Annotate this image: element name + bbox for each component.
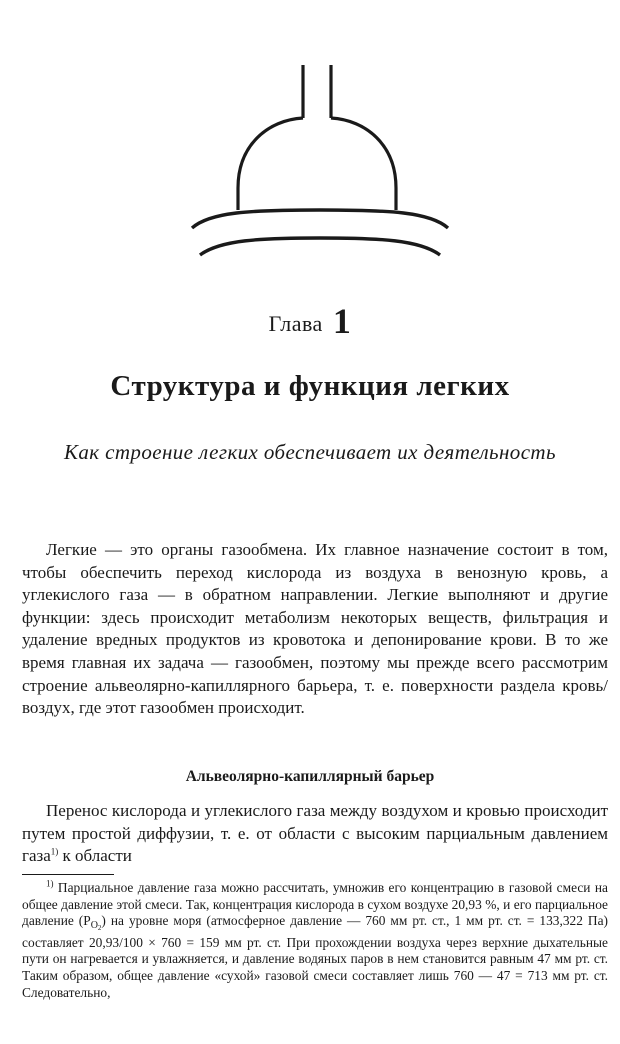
footnote-reference: 1) — [50, 846, 59, 857]
formula-subscript: 2 — [97, 924, 102, 933]
footnote-text-part2: ) на уровне моря (атмосферное давление — 760 мм рт. ст., 1 мм рт. ст. = 133,322 Па) составляет 20,93/100 × 760 = 159 мм рт. ст. При прохождении воздуха через верхние дыхательные пути он нагревается и увлажняется, и давление водяных паров в нем становится равным 47 мм рт. ст. Таким образом, общее давление «сухой» газовой смеси составляет лишь 760 — 47 = 713 мм рт. ст. Следовательно, — [22, 913, 608, 1000]
chapter-label: Глава — [268, 311, 323, 336]
chapter-number: 1 — [332, 301, 352, 341]
page-title: Структура и функция легких — [110, 370, 510, 402]
footnote-marker: 1) — [46, 878, 54, 889]
paragraph-text-end: к области — [62, 846, 132, 866]
section-heading: Альвеолярно-капиллярный барьер — [185, 768, 435, 785]
chapter-emblem-icon — [190, 60, 450, 270]
footnote — [22, 880, 608, 1001]
body-paragraph — [22, 800, 608, 868]
footnote-divider — [22, 874, 114, 875]
formula-symbol: O — [90, 920, 98, 932]
page-subtitle: Как строение легких обеспечивает их деятельность — [64, 440, 556, 464]
chapter-heading — [0, 300, 620, 342]
paragraph-text-start: Перенос кислорода и углекислого газа между воздухом и кровью происходит путем простой диффузии, т. е. от области с высоким парциальным давлением газа — [22, 801, 608, 866]
footnote-text-part1: Парциальное давление газа можно рассчитать, умножив его концентрацию в газовой смеси на общее давление этой смеси. Так, концентрация кислорода в сухом воздухе 20,93 %, и его парциальное давление (P — [22, 880, 608, 929]
intro-paragraph: Легкие — это органы газообмена. Их главное назначение состоит в том, чтобы обеспечить переход кислорода из воздуха в венозную кровь, а углекислого газа — в обратном направлении. Легкие выполняют и другие функции: здесь происходит метаболизм некоторых веществ, фильтрация и удаление вредных продуктов из кровотока и депонирование крови. В то же время главная их задача — газообмен, поэтому мы прежде всего рассмотрим строение альвеолярно-капиллярного барьера, т. е. поверхности раздела кровь/воздух, где этот газообмен происходит. — [22, 540, 608, 718]
